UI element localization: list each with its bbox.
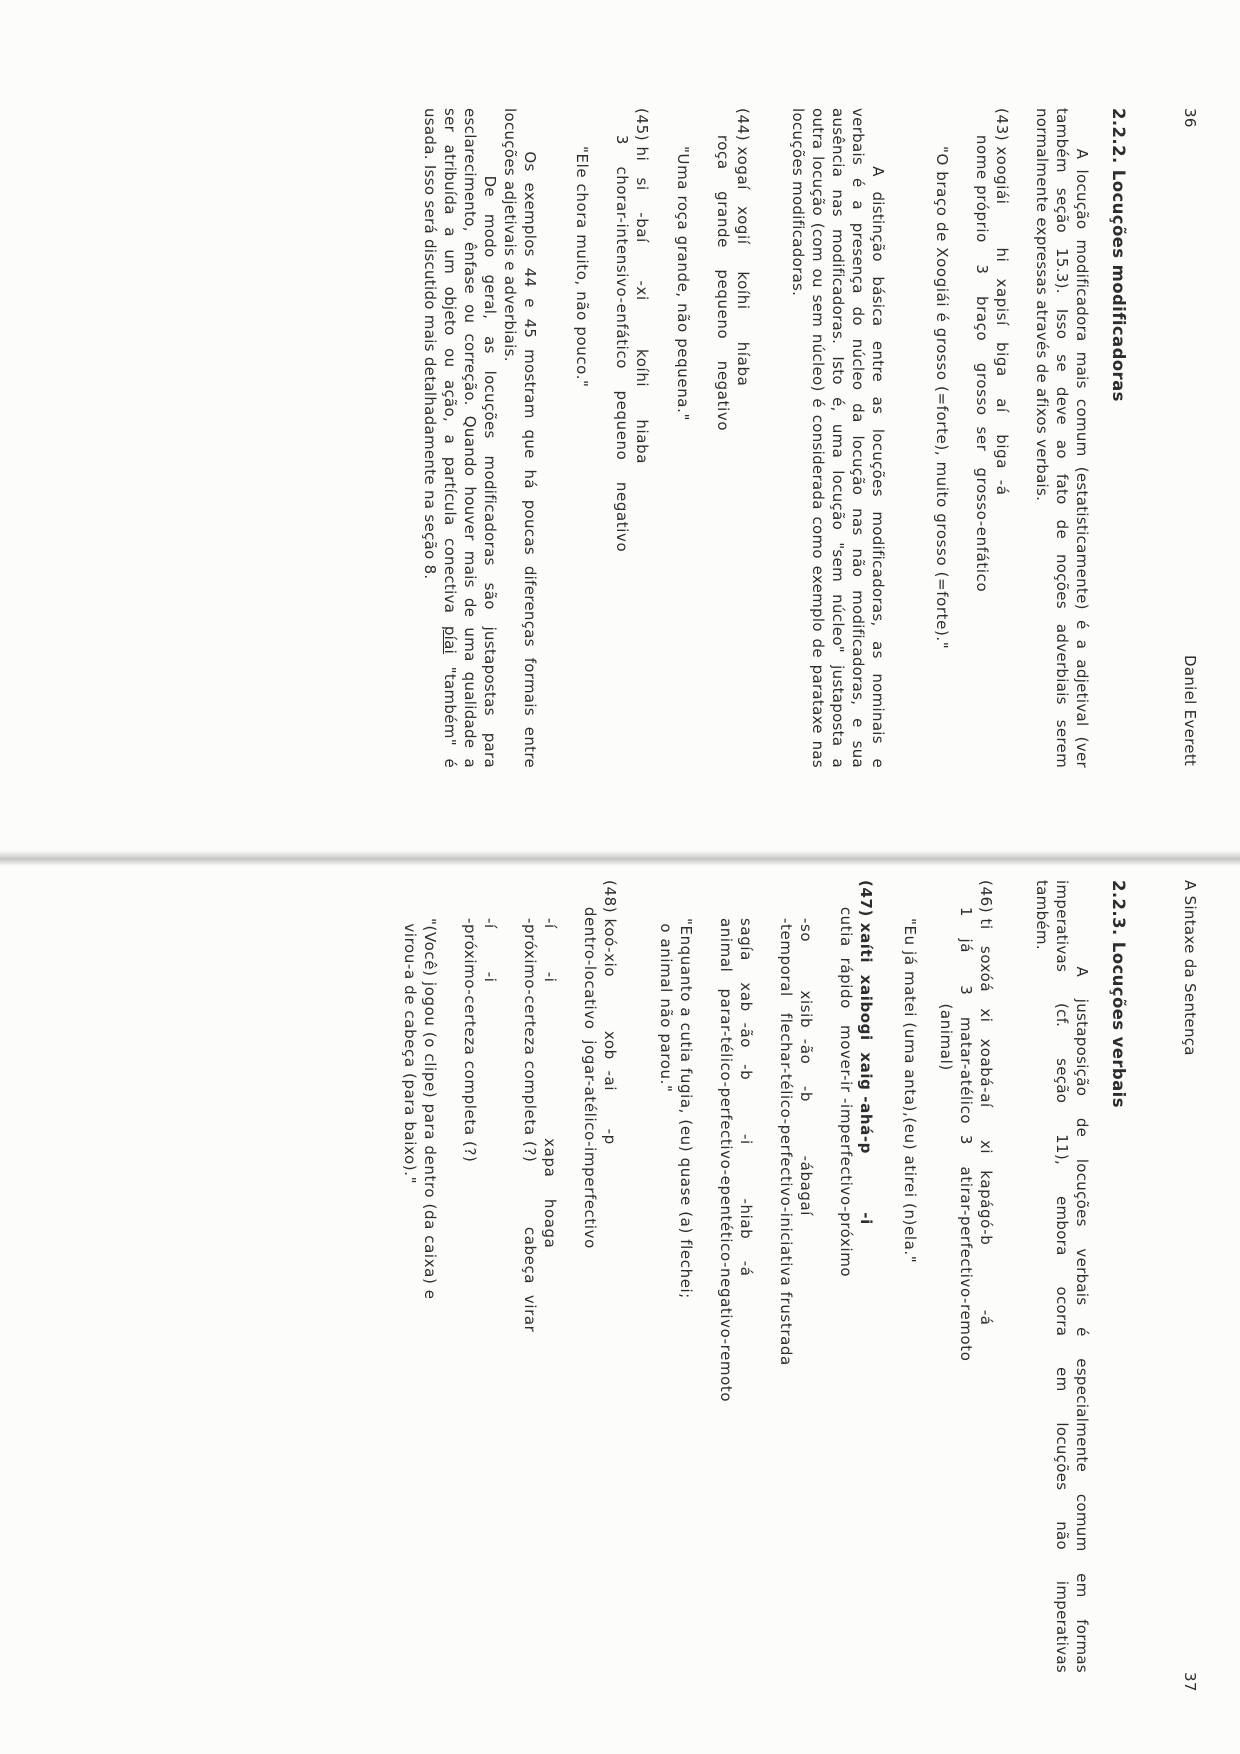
- gloss-line: -so xisib -ão -b -ábagaí: [797, 918, 815, 1217]
- gloss-line: sagía xab -ão -b -i -hiab -á: [737, 918, 755, 1277]
- translation: "O braço de Xoogiái é grosso (=forte), muito grosso (=forte).": [933, 146, 951, 650]
- example-45: [572, 108, 652, 552]
- page-number: 36: [1181, 108, 1199, 128]
- section-heading: 2.2.3. Locuções verbais: [1109, 880, 1128, 1108]
- translation: "Enquanto a cutia fugia, (eu) quase (a) flechei;: [677, 918, 695, 1299]
- text-line: imperativas (cf. seção 11), embora ocorra em locuções não imperativas: [1053, 880, 1071, 1673]
- paragraph: [1032, 880, 1092, 1673]
- example-44: [673, 108, 753, 431]
- running-header: Daniel Everett: [1181, 655, 1199, 767]
- example-43: [932, 108, 1012, 649]
- gloss-line: roça grande pequeno negativo: [714, 108, 732, 432]
- gloss-line: (45) hi si -baí -xi koíhi hiaba: [633, 108, 651, 464]
- text-line: normalmente expressas através de afixos verbais.: [1033, 108, 1051, 502]
- translation: virou-a de cabeça (para baixo).": [401, 918, 419, 1185]
- translation: "Uma roça grande, não pequena.": [674, 146, 692, 421]
- gloss-line: (46) ti soxóá xi xoabá-aí xi kapágó-b -á: [977, 880, 995, 1326]
- right-page: [0, 860, 1240, 1754]
- text-line: locuções adjetivais e adverbiais.: [501, 108, 519, 362]
- text-line: outra locução (com ou sem núcleo) é considerada como exemplo de parataxe nas: [809, 108, 827, 768]
- text-line: ausência nas modificadoras. Isto é, uma locução "sem núcleo" justaposta a: [829, 108, 847, 768]
- underlined-term: píai: [441, 625, 459, 655]
- text-line: De modo geral, as locuções modificadoras são justapostas para: [481, 108, 499, 768]
- text-line: A distinção básica entre as locuções modificadoras, as nominais e: [869, 108, 887, 768]
- paragraph: [1032, 108, 1092, 768]
- example-46: [900, 880, 996, 1362]
- paragraph: [500, 108, 540, 768]
- text-line: também seção 15.3). Isso se deve ao fato de noções adverbiais serem: [1053, 108, 1071, 768]
- gloss-line: (48) koó-xio xob -ai -p: [601, 880, 619, 1145]
- text-line: A locução modificadora mais comum (estatisticamente) é a adjetival (ver: [1073, 108, 1091, 768]
- section-heading: 2.2.2. Locuções modificadoras: [1109, 108, 1128, 402]
- page-number: 37: [1181, 1672, 1199, 1692]
- text-span: "também" é: [441, 654, 459, 768]
- gloss-line: cutia rápido mover-ir -imperfectivo-próximo: [837, 880, 855, 1278]
- gloss-line: 1 já 3 matar-atélico 3 atirar-perfectivo-remoto: [957, 880, 975, 1362]
- gloss-line: nome próprio 3 braço grosso ser grosso-enfático: [973, 108, 991, 593]
- gloss-line: animal parar-télico-perfectivo-epentético-negativo-remoto: [717, 918, 735, 1403]
- gloss-line: (43) xoogiái hi xapisí biga aí biga -á: [993, 108, 1011, 496]
- gloss-line: -temporal flechar-télico-perfectivo-iniciativa frustrada: [777, 918, 795, 1366]
- text-span: ser atribuída a um objeto ou ação, a partícula conectiva: [441, 108, 459, 626]
- text-line: também.: [1033, 880, 1051, 950]
- gloss-line: -í -i: [481, 918, 499, 983]
- text-line: verbais é a presença do núcleo da locução nas não modificadoras, e sua: [849, 108, 867, 768]
- gloss-line: -próximo-certeza completa (?): [461, 918, 479, 1163]
- example-48: [400, 880, 620, 1332]
- gloss-line: (44) xogaí xogií koíhi híaba: [734, 108, 752, 387]
- gloss-line: -í -i xapa hoaga: [541, 918, 559, 1249]
- example-47: [656, 880, 876, 1402]
- gloss-line: (47) xaíti xaibogi xaig -ahá-p -i: [857, 880, 875, 1225]
- paragraph: [420, 108, 500, 768]
- paragraph: [788, 108, 888, 768]
- gloss-line: 3 chorar-intensivo-enfático pequeno negativo: [613, 108, 631, 553]
- translation: "Ele chora muito, não pouco.": [573, 146, 591, 388]
- text-line: esclarecimento, ênfase ou correção. Quando houver mais de uma qualidade a: [461, 108, 479, 768]
- text-line: locuções modificadoras.: [789, 108, 807, 297]
- gloss-line: (animal): [937, 880, 955, 1071]
- text-line: A justaposição de locuções verbais é especialmente comum em formas: [1073, 880, 1091, 1673]
- text-line: usada. Isso será discutido mais detalhadamente na seção 8.: [421, 108, 439, 580]
- text-line: Os exemplos 44 e 45 mostram que há poucas diferenças formais entre: [521, 108, 539, 768]
- translation: "Eu já matei (uma anta),(eu) atirei (n)ela.": [901, 918, 919, 1264]
- gloss-line: -próximo-certeza completa (?) cabeça virar: [521, 918, 539, 1333]
- running-header: A Sintaxe da Sentença: [1181, 880, 1199, 1056]
- left-page: [0, 0, 1240, 860]
- translation: "(Você) jogou (o clipe) para dentro (da caixa) e: [421, 918, 439, 1300]
- text-line: [440, 108, 460, 768]
- translation: o animal não parou.": [657, 918, 675, 1093]
- gloss-line: dentro-locativo jogar-atélico-imperfectivo: [581, 880, 599, 1249]
